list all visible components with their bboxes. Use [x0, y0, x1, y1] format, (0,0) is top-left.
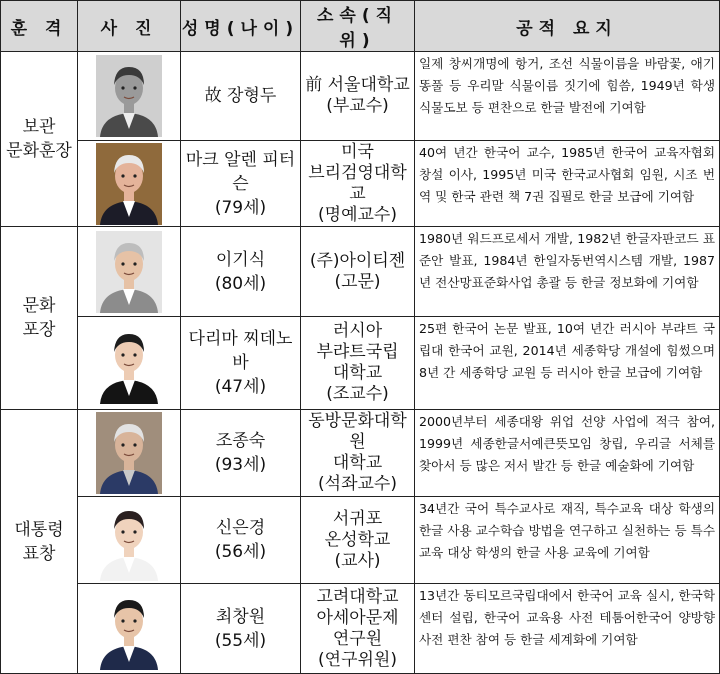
- merit-summary: 일제 창씨개명에 항거, 조선 식물이름을 바람꽃, 애기똥풀 등 우리말 식물이름 짓기에 힘씀, 1949년 학생 식물도보 등 편찬으로 한글 발전에 기여함: [415, 52, 720, 141]
- recipient-affiliation: 서귀포 온성학교 (교사): [301, 497, 415, 584]
- recipient-affiliation: 미국 브리검영대학교 (명예교수): [301, 141, 415, 227]
- header-merit: 공적 요지: [415, 1, 720, 52]
- recipient-affiliation: (주)아이티젠 (고문): [301, 227, 415, 317]
- award-grade-cell: 문화 포장: [1, 227, 78, 410]
- portrait-photo: [78, 497, 181, 584]
- award-grade-cell: 보관 문화훈장: [1, 52, 78, 227]
- portrait-photo: [78, 410, 181, 497]
- recipient-name-age: 다리마 찌데노바 (47세): [181, 317, 301, 410]
- merit-summary: 2000년부터 세종대왕 위업 선양 사업에 적극 참여, 1999년 세종한글서예큰뜻모임 창립, 우리글 서체를 찾아서 등 많은 저서 발간 등 한글 예술화에 기여함: [415, 410, 720, 497]
- recipient-name-age: 이기식 (80세): [181, 227, 301, 317]
- recipient-name-age: 故 장형두: [181, 52, 301, 141]
- merit-summary: 1980년 워드프로세서 개발, 1982년 한글자판코드 표준안 발표, 1984년 한일자동번역시스템 개발, 1987년 전산망표준화사업 총괄 등 한글 정보화에 기여함: [415, 227, 720, 317]
- table-row: [1, 584, 720, 674]
- award-grade-cell: 대통령 표창: [1, 410, 78, 674]
- header-photo: 사 진: [78, 1, 181, 52]
- merit-summary: 40여 년간 한국어 교수, 1985년 한국어 교육자협회 창설 이사, 1995년 미국 한국교사협회 임원, 시조 번역 및 한국 관련 책 7권 집필로 한글 보급에 기여함: [415, 141, 720, 227]
- header-name: 성명(나이): [181, 1, 301, 52]
- table-row: [1, 497, 720, 584]
- portrait-photo: [78, 317, 181, 410]
- recipient-name-age: 최창원 (55세): [181, 584, 301, 674]
- recipient-name-age: 조종숙 (93세): [181, 410, 301, 497]
- recipient-name-age: 신은경 (56세): [181, 497, 301, 584]
- table-row: [1, 141, 720, 227]
- merit-summary: 25편 한국어 논문 발표, 10여 년간 러시아 부랴트 국립대 한국어 교원, 2014년 세종학당 개설에 힘썼으며 8년 간 세종학당 교원 등 러시아 한글 보급에 기여함: [415, 317, 720, 410]
- recipient-affiliation: 동방문화대학원 대학교 (석좌교수): [301, 410, 415, 497]
- table-row: [1, 227, 720, 317]
- header-org: 소속(직위): [301, 1, 415, 52]
- table-row: [1, 317, 720, 410]
- recipient-affiliation: 고려대학교 아세아문제 연구원 (연구위원): [301, 584, 415, 674]
- recipient-name-age: 마크 알렌 피터슨 (79세): [181, 141, 301, 227]
- portrait-photo: [78, 584, 181, 674]
- portrait-photo: [78, 227, 181, 317]
- table-row: [1, 52, 720, 141]
- table-row: [1, 410, 720, 497]
- merit-summary: 34년간 국어 특수교사로 재직, 특수교육 대상 학생의 한글 사용 교수학습 방법을 연구하고 실천하는 등 특수교육 대상 학생의 한글 사용 교육에 기여함: [415, 497, 720, 584]
- recipient-affiliation: 러시아 부랴트국립 대학교 (조교수): [301, 317, 415, 410]
- portrait-photo: [78, 141, 181, 227]
- recipient-affiliation: 前 서울대학교 (부교수): [301, 52, 415, 141]
- merit-summary: 13년간 동티모르국립대에서 한국어 교육 실시, 한국학센터 설립, 한국어 교육용 사전 테툼어한국어 양방향 사전 편찬 참여 등 한글 세계화에 기여함: [415, 584, 720, 674]
- header-award: 훈 격: [1, 1, 78, 52]
- header-row: [1, 1, 720, 52]
- portrait-photo: [78, 52, 181, 141]
